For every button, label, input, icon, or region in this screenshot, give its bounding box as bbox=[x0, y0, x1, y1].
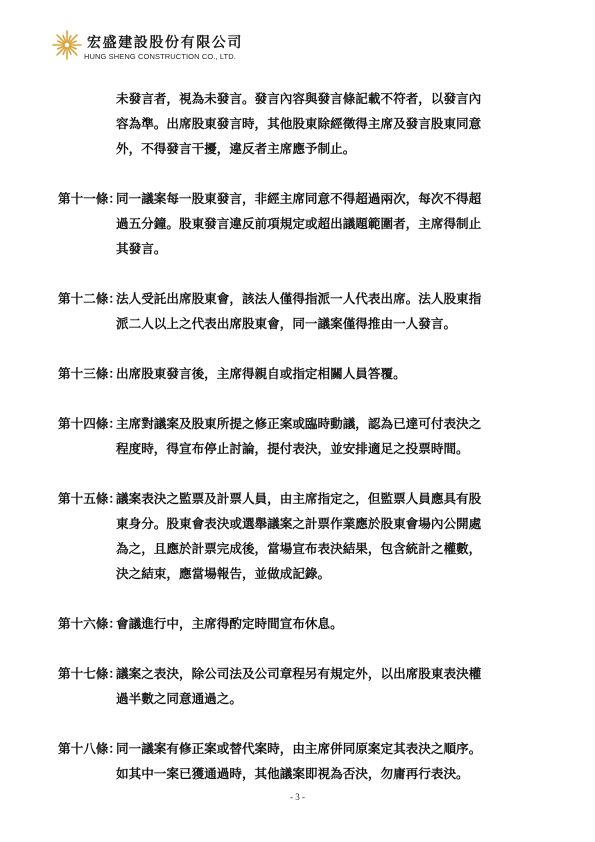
clause-text bbox=[116, 186, 538, 261]
clause-text bbox=[116, 286, 538, 336]
clause bbox=[58, 661, 538, 711]
clause-line: 如其中一案已獲通過時，其他議案即視為否決，勿庸再行表決。 bbox=[116, 766, 469, 781]
clause-line: 東身分。股東會表決或選舉議案之計票作業應於股東會場內公開處 bbox=[116, 516, 482, 531]
clause-label: 第十七條： bbox=[58, 666, 121, 681]
clause-label: 第十二條： bbox=[58, 291, 121, 306]
clause bbox=[58, 486, 538, 586]
clause-line: 容為準。出席股東發言時，其他股東除經徵得主席及發言股東同意 bbox=[116, 116, 482, 131]
clause-text bbox=[116, 486, 538, 586]
company-name-chinese: 宏盛建設股份有限公司 bbox=[87, 35, 243, 51]
clause-line: 外，不得發言干擾，違反者主席應予制止。 bbox=[116, 141, 356, 156]
clause-label: 第十三條： bbox=[58, 366, 121, 381]
clause bbox=[58, 411, 538, 461]
clause-text bbox=[116, 361, 538, 386]
clause-text bbox=[116, 611, 538, 636]
letterhead bbox=[52, 30, 312, 72]
clause-text bbox=[116, 736, 538, 786]
clause-line: 同一議案有修正案或替代案時，由主席併同原案定其表決之順序。 bbox=[116, 741, 482, 756]
clause-text bbox=[116, 661, 538, 711]
clause bbox=[58, 286, 538, 336]
clause-line: 其發言。 bbox=[116, 241, 167, 256]
clause-label: 第十八條： bbox=[58, 741, 121, 756]
clause-line: 過半數之同意通過之。 bbox=[116, 691, 242, 706]
clause-line: 派二人以上之代表出席股東會，同一議案僅得推由一人發言。 bbox=[116, 316, 457, 331]
clause-line: 法人受託出席股東會，該法人僅得指派一人代表出席。法人股東指 bbox=[116, 291, 482, 306]
clause-line: 會議進行中，主席得酌定時間宣布休息。 bbox=[116, 616, 343, 631]
clause-text bbox=[116, 411, 538, 461]
clause-line: 程度時，得宣布停止討論，提付表決，並安排適足之投票時間。 bbox=[116, 441, 469, 456]
clause bbox=[58, 736, 538, 786]
company-logo-icon bbox=[52, 30, 82, 60]
clause-line: 未發言者，視為未發言。發言內容與發言條記載不符者，以發言內 bbox=[116, 91, 482, 106]
clause-line: 主席對議案及股東所提之修正案或臨時動議，認為已達可付表決之 bbox=[116, 416, 482, 431]
page-number: - 3 - bbox=[290, 792, 305, 802]
company-name-english: HUNG SHENG CONSTRUCTION CO., LTD. bbox=[84, 52, 236, 61]
clause-line: 議案之表決，除公司法及公司章程另有規定外，以出席股東表決權 bbox=[116, 666, 482, 681]
regulation-body bbox=[58, 86, 538, 786]
clause bbox=[58, 86, 538, 161]
clause-label: 第十五條： bbox=[58, 491, 121, 506]
clause-label: 第十四條： bbox=[58, 416, 121, 431]
clause-line: 議案表決之監票及計票人員，由主席指定之，但監票人員應具有股 bbox=[116, 491, 482, 506]
clause bbox=[58, 361, 538, 386]
clause bbox=[58, 186, 538, 261]
clause-label: 第十六條： bbox=[58, 616, 121, 631]
clause-label: 第十一條： bbox=[58, 191, 121, 206]
clause-line: 出席股東發言後，主席得親自或指定相關人員答覆。 bbox=[116, 366, 406, 381]
clause-line: 同一議案每一股東發言，非經主席同意不得超過兩次，每次不得超 bbox=[116, 191, 482, 206]
clause-line: 為之，且應於計票完成後，當場宣布表決結果，包含統計之權數， bbox=[116, 541, 482, 556]
clause-line: 過五分鐘。股東發言違反前項規定或超出議題範圍者，主席得制止 bbox=[116, 216, 482, 231]
clause-text bbox=[116, 86, 538, 161]
clause-line: 決之結束，應當場報告，並做成記錄。 bbox=[116, 566, 331, 581]
clause bbox=[58, 611, 538, 636]
